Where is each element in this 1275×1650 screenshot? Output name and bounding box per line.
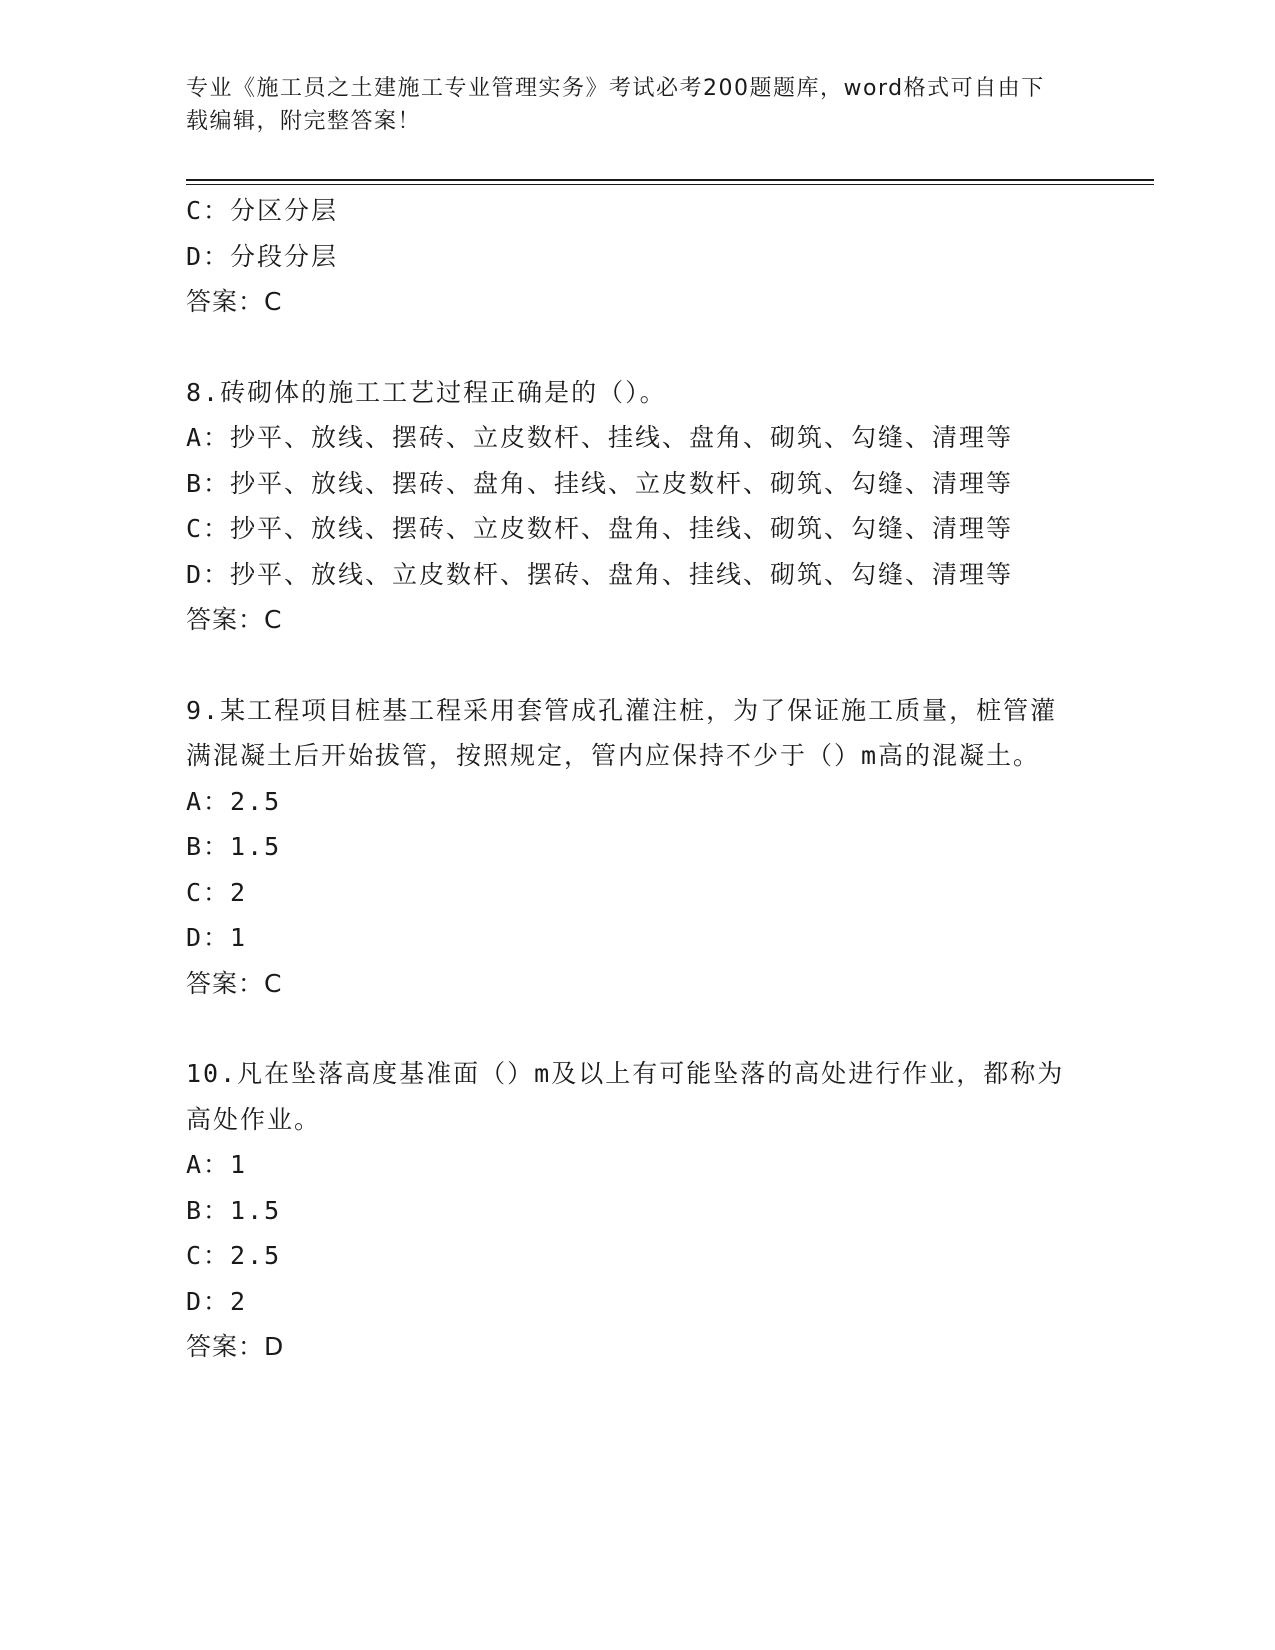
answer-line: 答案：C [186,968,283,998]
option-d: D：抄平、放线、立皮数杆、摆砖、盘角、挂线、砌筑、勾缝、清理等 [186,559,1014,589]
header-rule-thick [186,179,1154,181]
option-b: B：抄平、放线、摆砖、盘角、挂线、立皮数杆、砌筑、勾缝、清理等 [186,468,1014,498]
question-block [186,1051,1086,1370]
document-header: 专业《施工员之土建施工专业管理实务》考试必考200题题库，word格式可自由下载编辑，附完整答案！ [186,76,1045,134]
spacer [186,325,1086,370]
answer-line: 答案：D [186,1332,285,1361]
option-c: C：2.5 [186,1241,282,1270]
option-a: A：抄平、放线、摆砖、立皮数杆、挂线、盘角、砌筑、勾缝、清理等 [186,423,1014,452]
option-d: D：分段分层 [186,241,339,271]
option-a: A：1 [186,1150,248,1179]
header-rule-thin [186,184,1154,185]
question-block [186,688,1086,1007]
option-b: B：1.5 [186,1195,282,1225]
question-text: 9.某工程项目桩基工程采用套管成孔灌注桩，为了保证施工质量，桩管灌满混凝土后开始拔管，按照规定，管内应保持不少于（）m高的混凝土。 [186,695,1058,770]
option-c: C：2 [186,877,248,907]
answer-line: 答案：C [186,605,283,634]
spacer [186,643,1086,688]
option-d: D：2 [186,1286,248,1316]
option-a: A：2.5 [186,786,282,816]
spacer [186,1006,1086,1051]
option-c: C：分区分层 [186,196,339,225]
option-d: D：1 [186,923,248,952]
question-text: 8.砖砌体的施工工艺过程正确是的（）。 [186,377,667,407]
question-block [186,188,1086,325]
option-b: B：1.5 [186,832,282,861]
answer-line: 答案：C [186,287,283,316]
question-list [186,188,1086,1370]
question-block [186,370,1086,643]
question-text: 10.凡在坠落高度基准面（）m及以上有可能坠落的高处进行作业，都称为高处作业。 [186,1059,1065,1134]
option-c: C：抄平、放线、摆砖、立皮数杆、盘角、挂线、砌筑、勾缝、清理等 [186,514,1014,543]
